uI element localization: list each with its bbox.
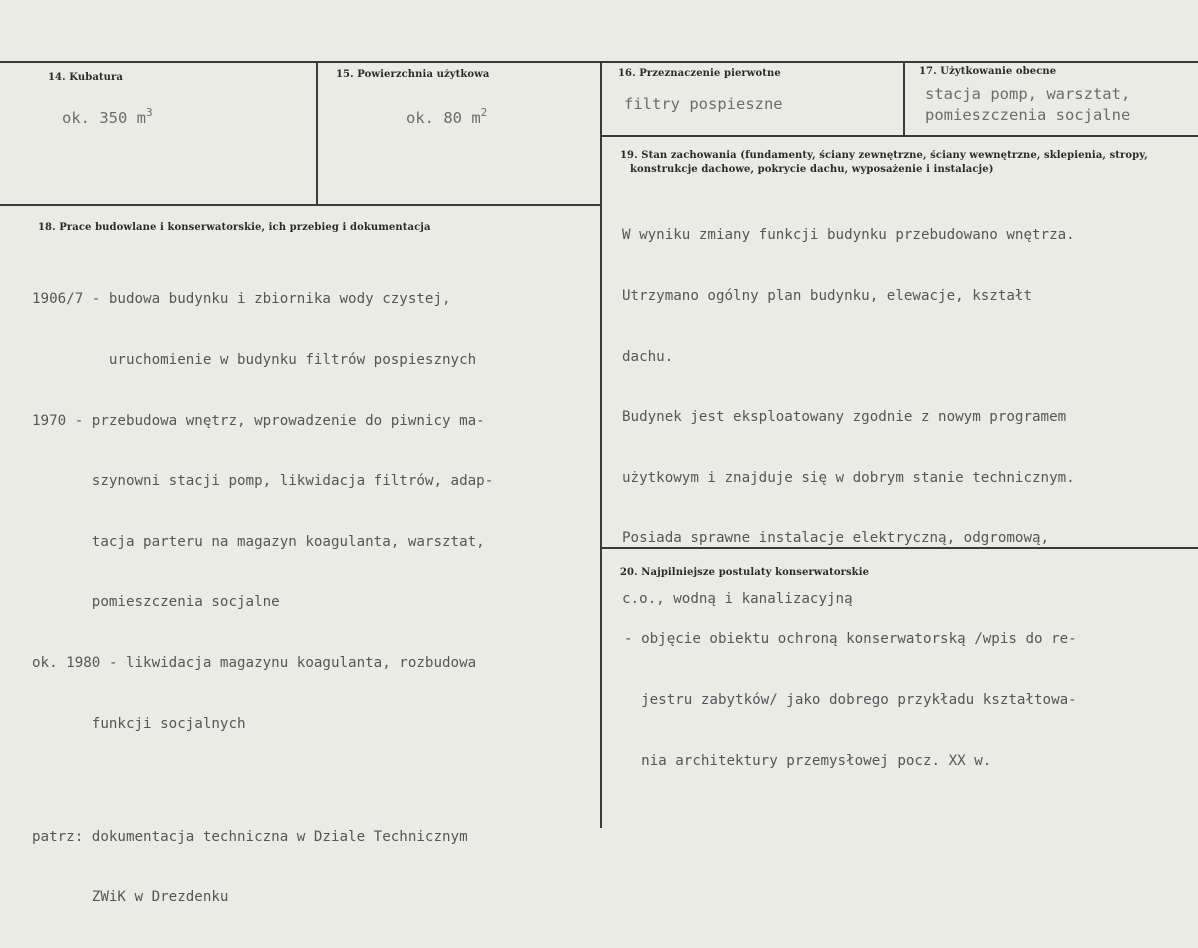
text-line: tacja parteru na magazyn koagulanta, warsztat, — [32, 533, 485, 550]
field-18-text — [32, 249, 493, 948]
text-line: Budynek jest eksploatowany zgodnie z nowym programem — [622, 409, 1067, 426]
text-line: jestru zabytków/ jako dobrego przykładu kształtowa- — [624, 692, 1077, 709]
text-line: szynowni stacji pomp, likwidacja filtrów, adap- — [32, 473, 494, 490]
field-18-label: 18. Prace budowlane i konserwatorskie, ich przebieg i dokumentacja — [38, 222, 431, 233]
field-19-text — [622, 185, 1075, 650]
text-line: W wyniku zmiany funkcji budynku przebudowano wnętrza. — [622, 227, 1075, 244]
text-line: patrz: dokumentacja techniczna w Dziale Technicznym — [32, 828, 468, 845]
rule-under-14-15 — [0, 204, 601, 206]
divider-16-17 — [903, 61, 905, 136]
rule-under-16-17 — [601, 135, 1198, 137]
spacer — [32, 774, 493, 786]
divider-14-15 — [316, 61, 318, 205]
field-15-value — [406, 108, 487, 128]
field-17-line: stacja pomp, warsztat, — [925, 85, 1131, 103]
field-14-exponent: 3 — [146, 106, 153, 119]
field-14-number: ok. 350 m — [62, 109, 146, 127]
field-20-label: 20. Najpilniejsze postulaty konserwatorskie — [620, 567, 870, 578]
field-15-exponent: 2 — [480, 106, 488, 119]
field-15-label: 15. Powierzchnia użytkowa — [336, 69, 490, 80]
field-20-text — [624, 589, 1077, 811]
text-line: ok. 1980 - likwidacja magazynu koagulanta, rozbudowa — [32, 655, 477, 672]
field-19-label — [620, 149, 1148, 177]
field-16-value: filtry pospieszne — [624, 95, 783, 113]
field-14-value — [62, 108, 153, 128]
field-19-label-line: 19. Stan zachowania (fundamenty, ściany zewnętrzne, ściany wewnętrzne, sklepienia, stropy, — [620, 150, 1148, 161]
text-line: pomieszczenia socjalne — [32, 594, 280, 611]
text-line: c.o., wodną i kanalizacyjną — [622, 591, 853, 608]
field-19-label-line: konstrukcje dachowe, pokrycie dachu, wyposażenie i instalacje) — [630, 164, 994, 175]
text-line: ZWiK w Drezdenku — [32, 889, 229, 906]
text-line: 1970 - przebudowa wnętrz, wprowadzenie do piwnicy ma- — [32, 412, 485, 429]
text-line: użytkowym i znajduje się w dobrym stanie technicznym. — [622, 469, 1075, 486]
text-line: funkcji socjalnych — [32, 715, 246, 732]
divider-main — [600, 61, 602, 828]
top-rule — [0, 61, 1198, 63]
text-line: 1906/7 - budowa budynku i zbiornika wody czystej, — [32, 291, 451, 308]
text-line: Posiada sprawne instalacje elektryczną, odgromową, — [622, 530, 1050, 547]
field-14-label: 14. Kubatura — [48, 72, 123, 83]
field-17-line: pomieszczenia socjalne — [925, 106, 1131, 124]
field-17-label: 17. Użytkowanie obecne — [919, 66, 1057, 77]
text-line: uruchomienie w budynku filtrów pospiesznych — [32, 352, 477, 369]
field-17-value — [925, 84, 1130, 126]
text-line: dachu. — [622, 348, 674, 365]
field-16-label: 16. Przeznaczenie pierwotne — [618, 68, 781, 79]
text-line: - objęcie obiektu ochroną konserwatorską /wpis do re- — [624, 631, 1077, 648]
text-line: Utrzymano ogólny plan budynku, elewacje, kształt — [622, 288, 1032, 305]
text-line: nia architektury przemysłowej pocz. XX w. — [624, 752, 992, 769]
field-15-number: ok. 80 m — [406, 109, 481, 127]
